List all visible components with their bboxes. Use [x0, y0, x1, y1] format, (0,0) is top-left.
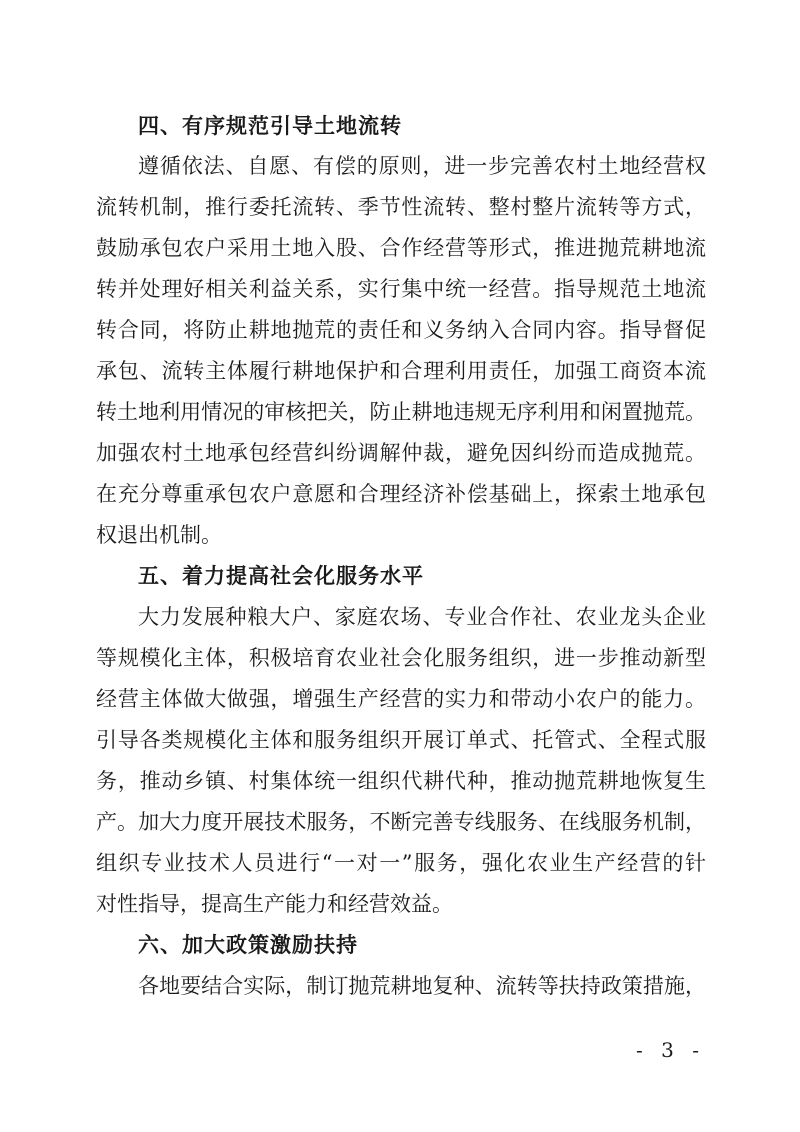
- paragraph-line: 流转机制，推行委托流转、季节性流转、整村整片流转等方式，: [96, 195, 706, 219]
- paragraph-line: 组织专业技术人员进行“一对一”服务，强化农业生产经营的针: [96, 851, 706, 875]
- page-number: - 3 -: [636, 1038, 705, 1062]
- paragraph-line: 鼓励承包农户采用土地入股、合作经营等形式，推进抛荒耕地流: [96, 236, 706, 260]
- paragraph-line: 务，推动乡镇、村集体统一组织代耕代种，推动抛荒耕地恢复生: [96, 769, 706, 793]
- paragraph-line: 各地要结合实际，制订抛荒耕地复种、流转等扶持政策措施，: [138, 974, 706, 998]
- paragraph-line: 对性指导，提高生产能力和经营效益。: [96, 892, 453, 916]
- paragraph-line: 大力发展种粮大户、家庭农场、专业合作社、农业龙头企业: [138, 605, 706, 629]
- paragraph-line: 产。加大力度开展技术服务，不断完善专线服务、在线服务机制，: [96, 810, 706, 834]
- paragraph-line: 转土地利用情况的审核把关，防止耕地违规无序利用和闲置抛荒。: [96, 400, 706, 424]
- section-heading-5: 五、着力提高社会化服务水平: [138, 564, 424, 588]
- section-heading-4: 四、有序规范引导土地流转: [138, 114, 402, 138]
- paragraph-line: 经营主体做大做强，增强生产经营的实力和带动小农户的能力。: [96, 687, 706, 711]
- paragraph-line: 转并处理好相关利益关系，实行集中统一经营。指导规范土地流: [96, 277, 706, 301]
- section-heading-6: 六、加大政策激励扶持: [138, 933, 358, 957]
- paragraph-line: 承包、流转主体履行耕地保护和合理利用责任，加强工商资本流: [96, 359, 706, 383]
- paragraph-line: 转合同，将防止耕地抛荒的责任和义务纳入合同内容。指导督促: [96, 318, 706, 342]
- paragraph-line: 等规模化主体，积极培育农业社会化服务组织，进一步推动新型: [96, 646, 706, 670]
- paragraph-line: 权退出机制。: [96, 523, 222, 547]
- paragraph-line: 引导各类规模化主体和服务组织开展订单式、托管式、全程式服: [96, 728, 706, 752]
- paragraph-line: 在充分尊重承包农户意愿和合理经济补偿基础上，探索土地承包: [96, 482, 706, 506]
- paragraph-line: 加强农村土地承包经营纠纷调解仲裁，避免因纠纷而造成抛荒。: [96, 441, 706, 465]
- paragraph-line: 遵循依法、自愿、有偿的原则，进一步完善农村土地经营权: [138, 154, 706, 178]
